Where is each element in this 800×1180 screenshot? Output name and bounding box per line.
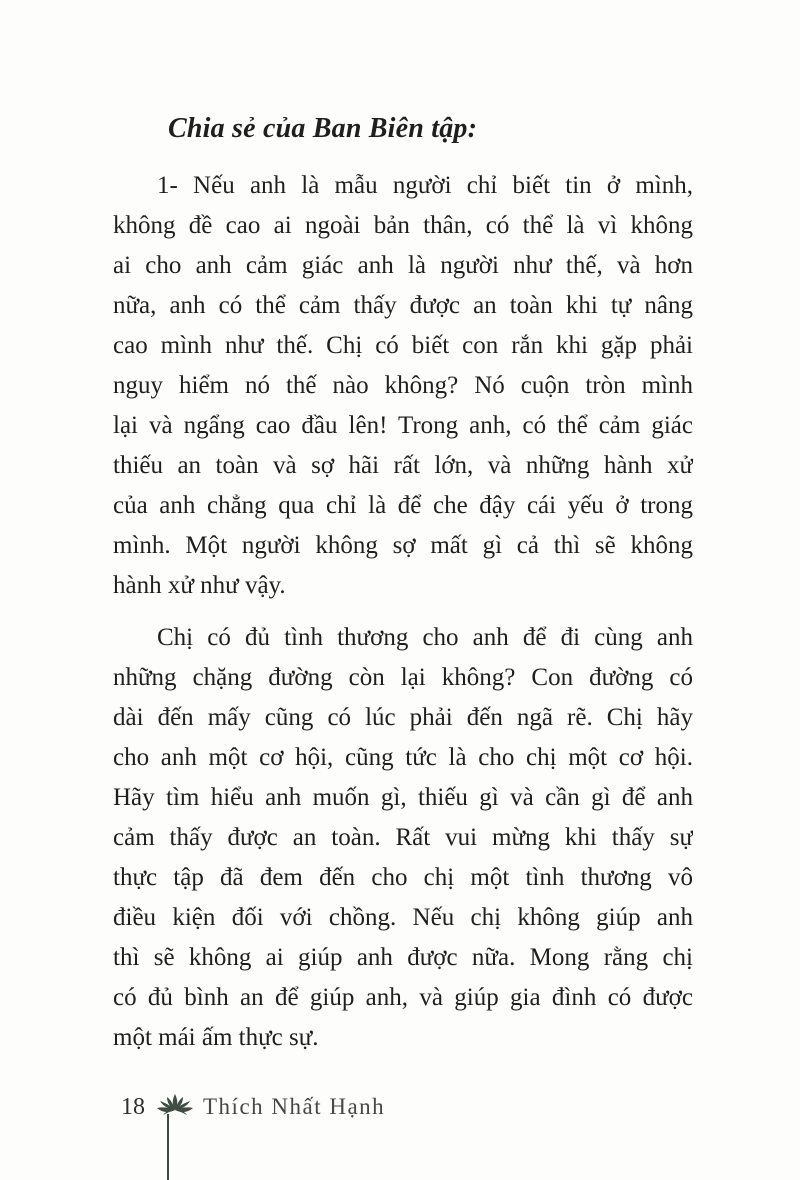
text-line: nữa, anh có thể cảm thấy được an toàn khi tự nâng (113, 292, 693, 319)
page-footer (121, 1089, 385, 1125)
text-line: một mái ấm thực sự. (113, 1024, 319, 1051)
text-line: điều kiện đối với chồng. Nếu chị không giúp anh (113, 904, 693, 931)
text-line: Hãy tìm hiểu anh muốn gì, thiếu gì và cần gì để anh (113, 784, 693, 811)
text-line: lại và ngẩng cao đầu lên! Trong anh, có thể cảm giác (113, 412, 693, 439)
text-line: không đề cao ai ngoài bản thân, có thể là vì không (113, 212, 693, 239)
text-line: những chặng đường còn lại không? Con đường có (113, 664, 693, 691)
page-number: 18 (121, 1093, 145, 1120)
text-line: có đủ bình an để giúp anh, và giúp gia đình có được (113, 984, 693, 1011)
text-line: hành xử như vậy. (113, 572, 286, 599)
page-content (113, 108, 693, 1058)
text-line: Chị có đủ tình thương cho anh để đi cùng anh (157, 624, 693, 651)
lotus-icon (155, 1092, 195, 1122)
text-line: mình. Một người không sợ mất gì cả thì sẽ không (113, 532, 693, 559)
text-line: 1- Nếu anh là mẫu người chỉ biết tin ở mình, (157, 172, 693, 199)
text-line: thực tập đã đem đến cho chị một tình thương vô (113, 864, 693, 891)
text-line: cho anh một cơ hội, cũng tức là cho chị một cơ hội. (113, 744, 693, 771)
text-line: ai cho anh cảm giác anh là người như thế, và hơn (113, 252, 693, 279)
text-line: của anh chẳng qua chỉ là để che đậy cái yếu ở trong (113, 492, 693, 519)
text-line: cảm thấy được an toàn. Rất vui mừng khi thấy sự (113, 824, 693, 851)
text-line: cao mình như thế. Chị có biết con rắn khi gặp phải (113, 332, 693, 359)
text-line: thiếu an toàn và sợ hãi rất lớn, và những hành xử (113, 452, 693, 479)
lotus-stem (167, 1114, 169, 1180)
text-line: nguy hiểm nó thế nào không? Nó cuộn tròn mình (113, 372, 693, 399)
paragraph-editorial-2 (113, 618, 693, 1058)
paragraph-editorial-1 (113, 166, 693, 606)
running-footer-author: Thích Nhất Hạnh (203, 1094, 386, 1119)
section-heading: Chia sẻ của Ban Biên tập: (168, 113, 478, 144)
text-line: dài đến mấy cũng có lúc phải đến ngã rẽ. Chị hãy (113, 704, 693, 731)
text-line: thì sẽ không ai giúp anh được nữa. Mong rằng chị (113, 944, 693, 971)
